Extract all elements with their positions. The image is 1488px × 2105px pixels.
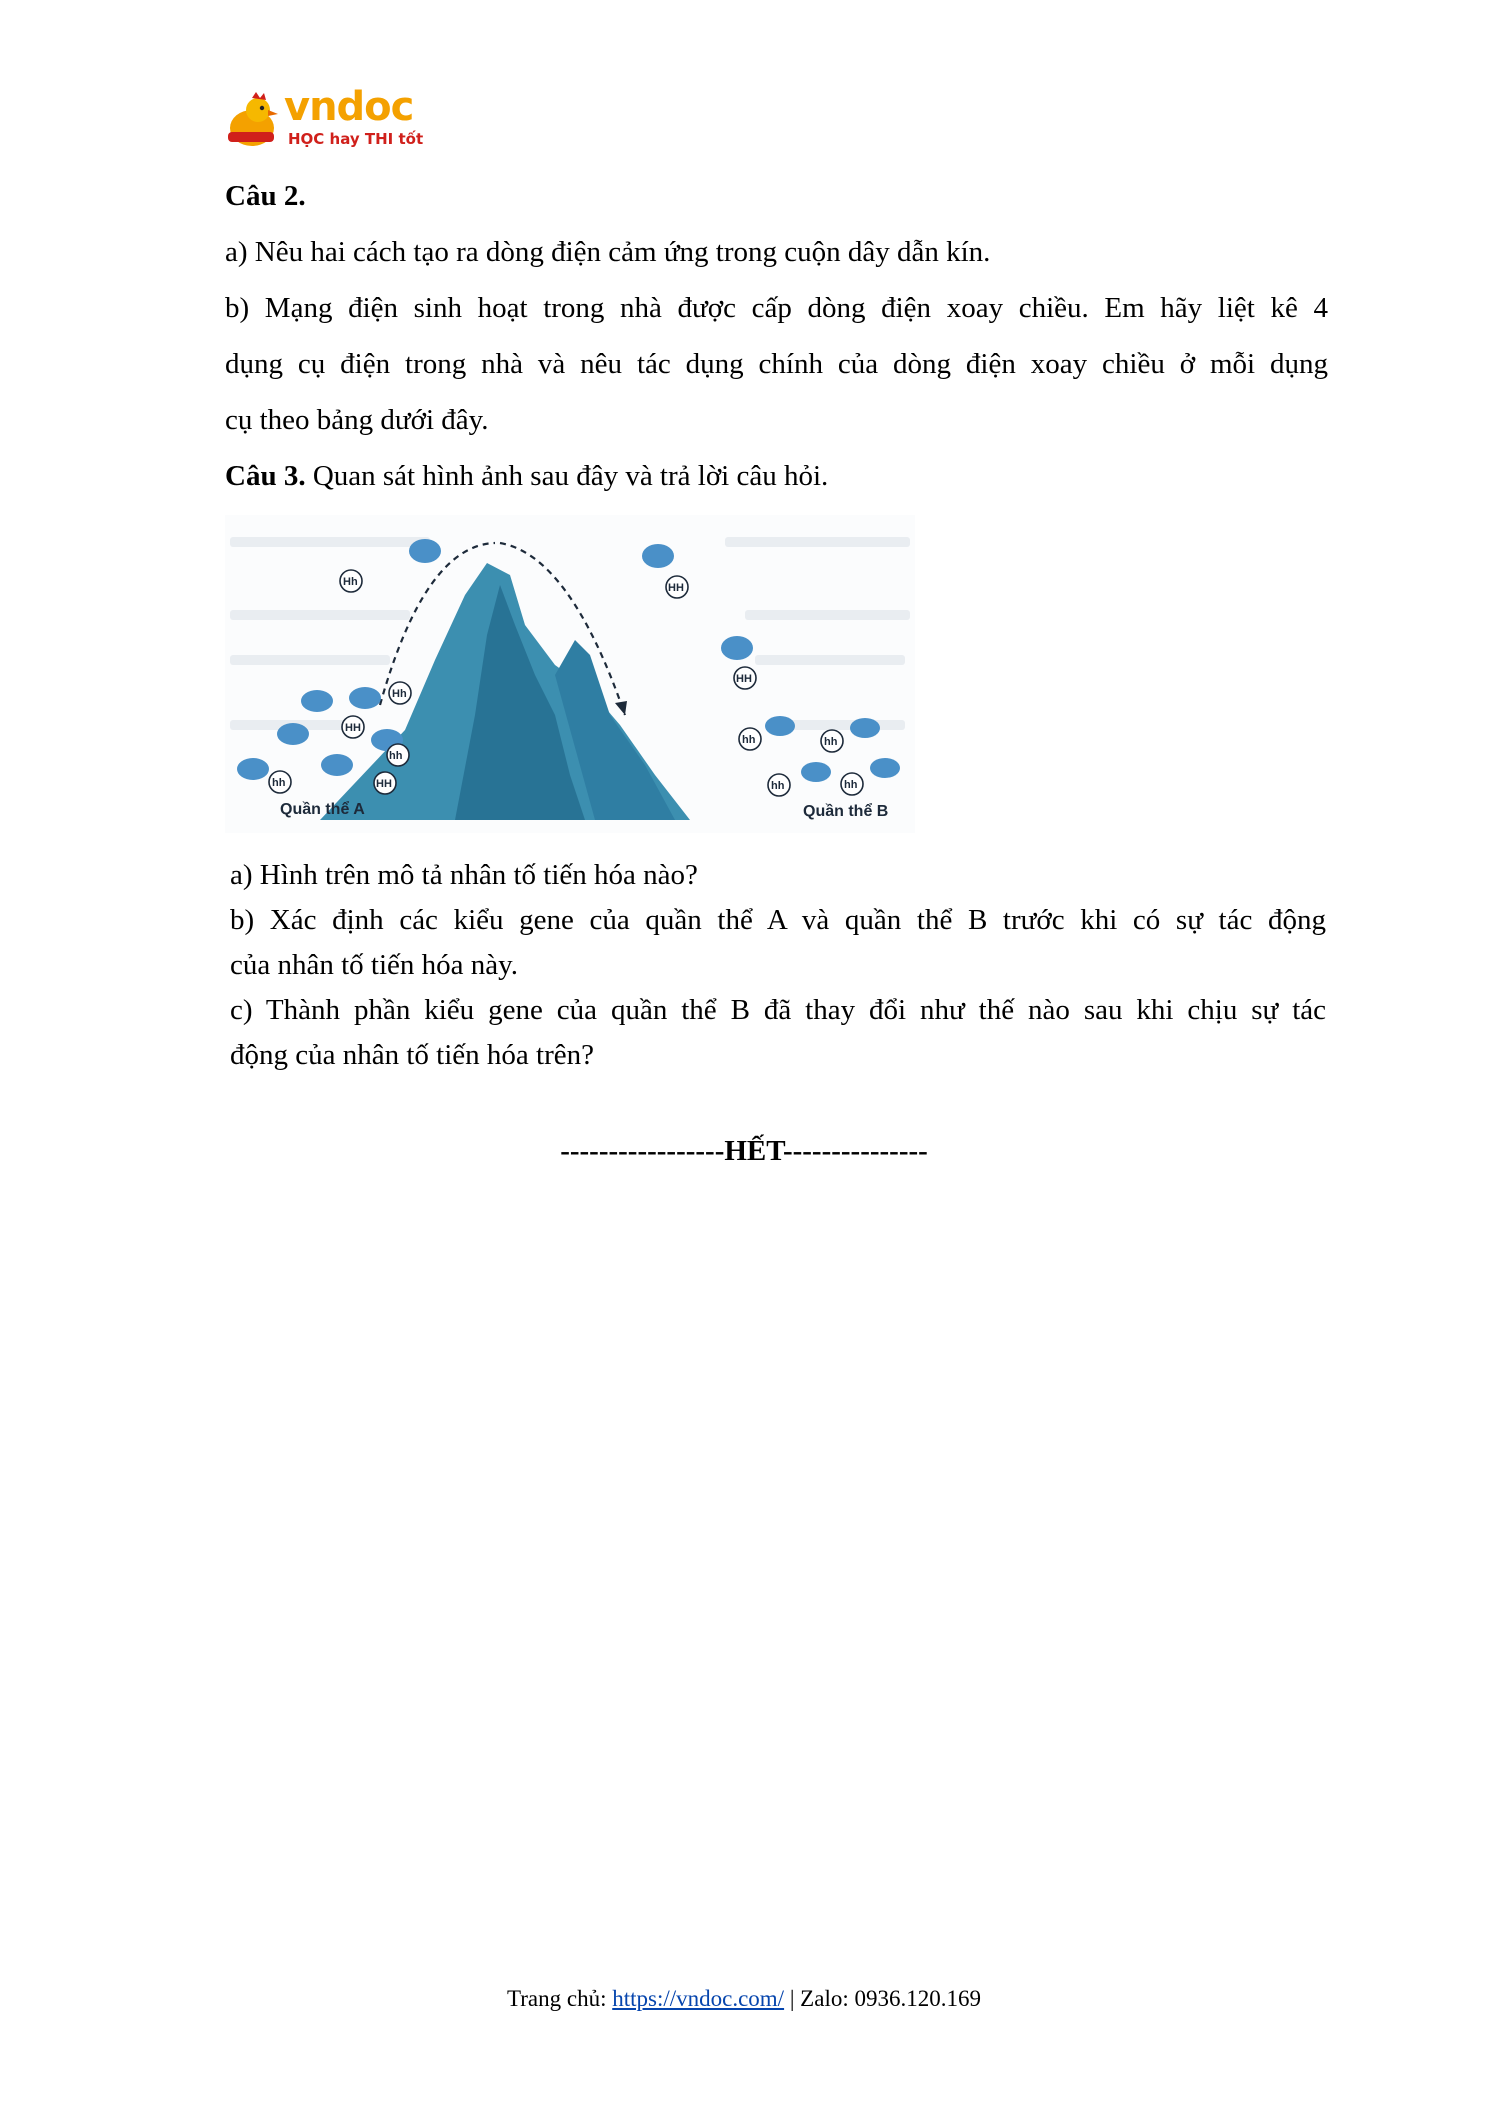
cau3-heading: Câu 3. <box>225 460 306 492</box>
cau3-prompt: Quan sát hình ảnh sau đây và trả lời câu hỏi. <box>305 460 829 492</box>
brand-name: vndoc <box>284 84 414 130</box>
cau2-a: a) Nêu hai cách tạo ra dòng điện cảm ứng trong cuộn dây dẫn kín. <box>225 236 991 268</box>
svg-text:hh: hh <box>389 750 403 762</box>
population-b-label: Quần thể B <box>803 803 889 820</box>
chicken-mascot-icon <box>222 92 280 150</box>
svg-text:Hh: Hh <box>392 688 407 700</box>
svg-text:HH: HH <box>736 673 752 685</box>
footer-link[interactable]: https://vndoc.com/ <box>612 1986 785 2011</box>
svg-text:hh: hh <box>771 780 785 792</box>
svg-text:hh: hh <box>824 736 838 748</box>
cau3-c-line1: c) Thành phần kiểu gene của quần thể B đã thay đổi như thế nào sau khi chịu sự tác <box>230 994 1326 1026</box>
gene-flow-figure <box>225 515 915 833</box>
svg-text:Hh: Hh <box>343 576 358 588</box>
cau2-b-line2: dụng cụ điện trong nhà và nêu tác dụng chính của dòng điện xoay chiều ở mỗi dụng <box>225 348 1328 380</box>
population-a-label: Quần thể A <box>280 801 365 818</box>
footer-suffix: | Zalo: 0936.120.169 <box>784 1986 981 2011</box>
svg-text:hh: hh <box>272 777 286 789</box>
cau2-b-line3: cụ theo bảng dưới đây. <box>225 404 489 436</box>
cau3-c-line2: động của nhân tố tiến hóa trên? <box>230 1039 594 1071</box>
svg-text:hh: hh <box>844 779 858 791</box>
svg-text:HH: HH <box>345 722 361 734</box>
cau3-heading-line <box>225 460 828 493</box>
footer <box>0 1986 1488 2012</box>
cau3-b-line2: của nhân tố tiến hóa này. <box>230 949 519 981</box>
vndoc-logo <box>222 84 424 154</box>
cau3-b-line1: b) Xác định các kiểu gene của quần thể A và quần thể B trước khi có sự tác động <box>230 904 1326 936</box>
cau2-heading: Câu 2. <box>225 180 306 212</box>
end-marker: -----------------HẾT--------------- <box>560 1135 928 1167</box>
brand-tagline: HỌC hay THI tốt <box>288 130 424 148</box>
svg-text:HH: HH <box>668 582 684 594</box>
footer-prefix: Trang chủ: <box>507 1986 613 2011</box>
cau3-a: a) Hình trên mô tả nhân tố tiến hóa nào? <box>230 859 698 891</box>
svg-text:hh: hh <box>742 734 756 746</box>
cau2-b-line1: b) Mạng điện sinh hoạt trong nhà được cấp dòng điện xoay chiều. Em hãy liệt kê 4 <box>225 292 1328 324</box>
svg-text:HH: HH <box>376 778 392 790</box>
